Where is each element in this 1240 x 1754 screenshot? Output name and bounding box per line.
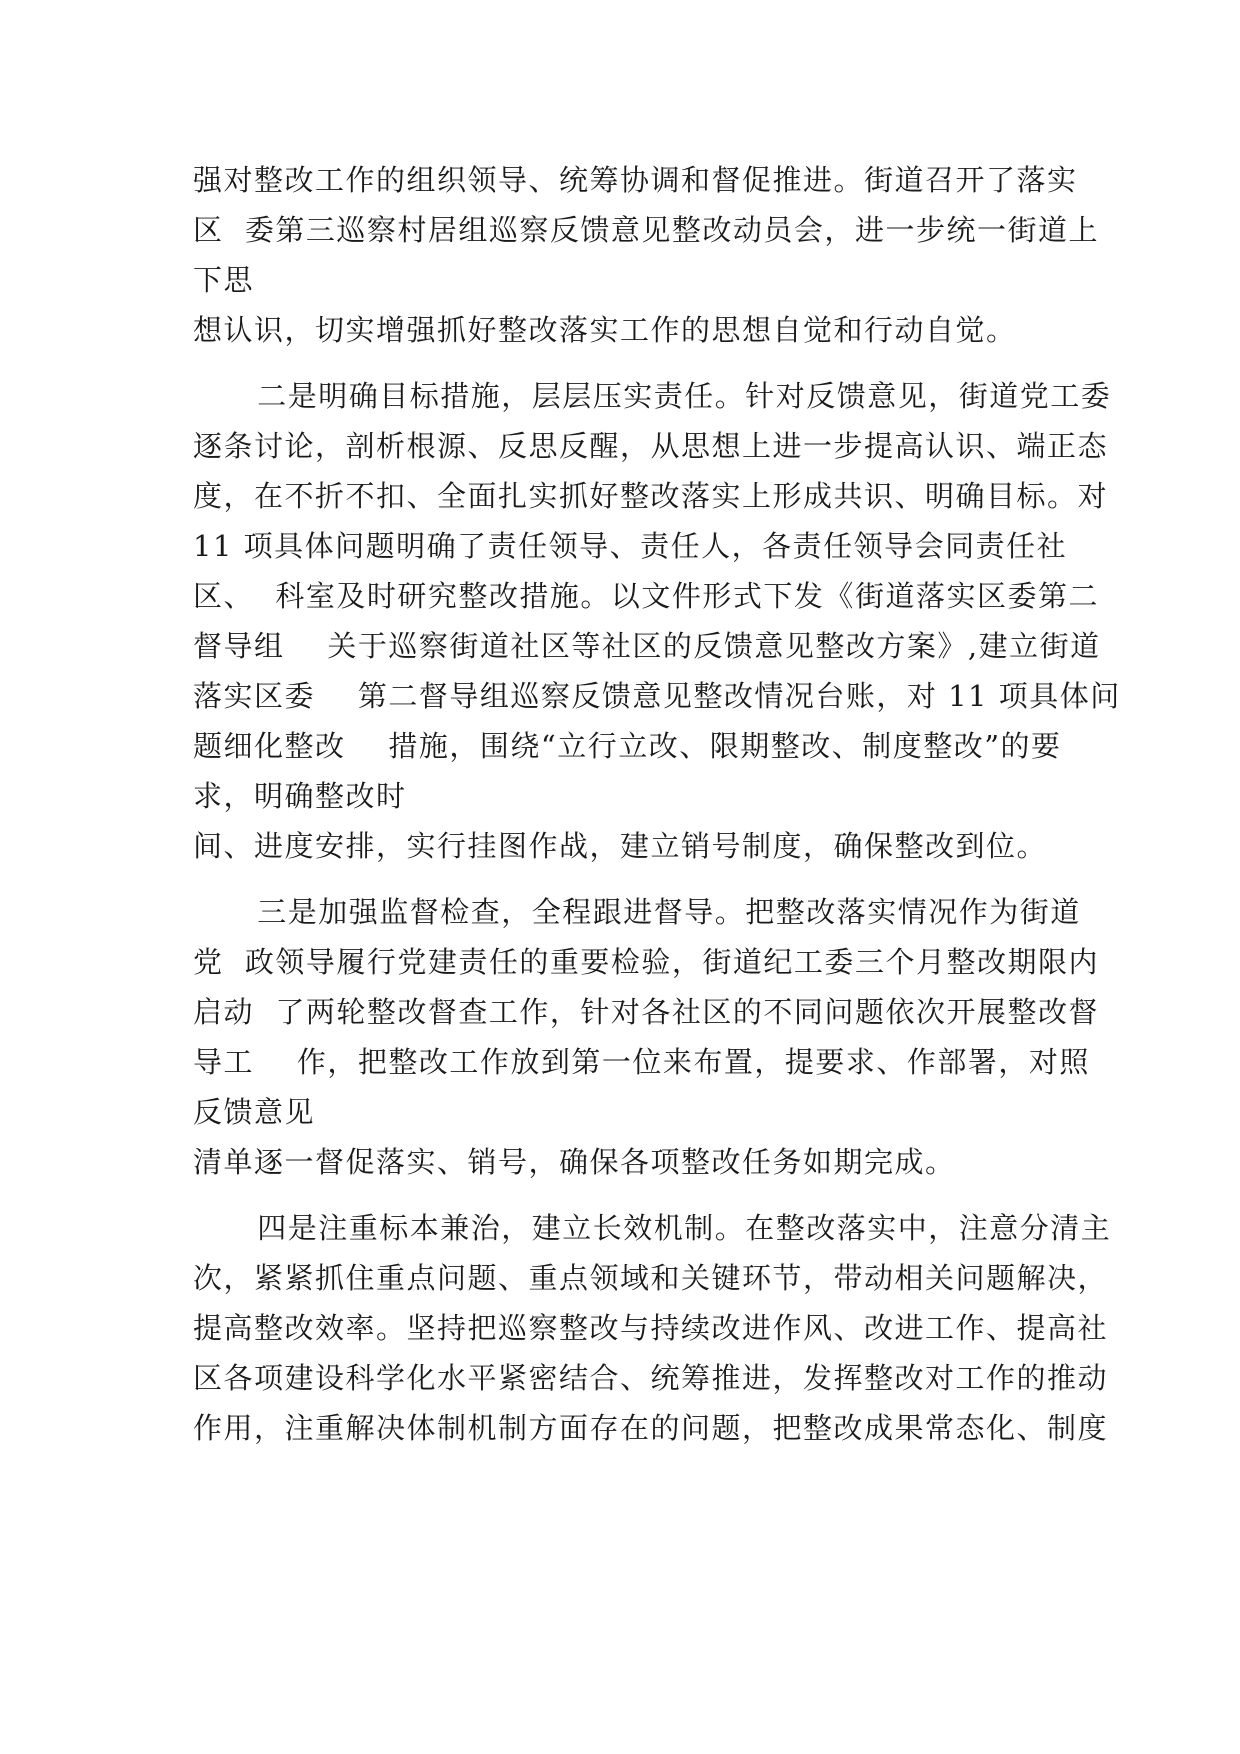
text-line: 度，在不折不扣、全面扎实抓好整改落实上形成共识、明确目标。对 <box>193 479 1109 513</box>
text-line: 区各项建设科学化水平紧密结合、统筹推进，发挥整改对工作的推动 <box>193 1361 1109 1395</box>
text-line: 想认识，切实增强抓好整改落实工作的思想自觉和行动自觉。 <box>193 313 1017 347</box>
text-line: 启动 了两轮整改督查工作，针对各社区的不同问题依次开展整改督 <box>193 995 1099 1029</box>
text-line: 提高整改效率。坚持把巡察整改与持续改进作风、改进工作、提高社 <box>193 1311 1109 1345</box>
text-line: 清单逐一督促落实、销号，确保各项整改任务如期完成。 <box>193 1145 956 1179</box>
paragraph-gap <box>193 355 1073 371</box>
text-line: 题细化整改 措施，围绕“立行立改、限期整改、制度整改”的要 <box>193 729 1062 763</box>
text-line: 三是加强监督检查，全程跟进督导。把整改落实情况作为街道 <box>193 895 1081 929</box>
text-line: 区、 科室及时研究整改措施。以文件形式下发《街道落实区委第二 <box>193 579 1099 613</box>
text-line: 反馈意见 <box>193 1095 316 1129</box>
body-text <box>193 155 1121 1453</box>
paragraph-gap <box>193 871 1073 887</box>
text-line: 导工 作，把整改工作放到第一位来布置，提要求、作部署，对照 <box>193 1045 1090 1079</box>
paragraph-gap <box>193 1187 1073 1203</box>
text-line: 下思 <box>193 263 255 297</box>
text-line: 强对整改工作的组织领导、统筹协调和督促推进。街道召开了落实 <box>193 163 1078 197</box>
text-line: 督导组 关于巡察街道社区等社区的反馈意见整改方案》,建立街道 <box>193 629 1101 663</box>
text-line: 二是明确目标措施，层层压实责任。针对反馈意见，街道党工委 <box>193 379 1112 413</box>
text-line: 落实区委 第二督导组巡察反馈意见整改情况台账，对 11 项具体问 <box>193 679 1121 713</box>
text-line: 四是注重标本兼治，建立长效机制。在整改落实中，注意分清主 <box>193 1211 1112 1245</box>
text-line: 区 委第三巡察村居组巡察反馈意见整改动员会，进一步统一街道上 <box>193 213 1099 247</box>
text-line: 求，明确整改时 <box>193 779 407 813</box>
text-line: 间、进度安排，实行挂图作战，建立销号制度，确保整改到位。 <box>193 829 1048 863</box>
text-line: 作用，注重解决体制机制方面存在的问题，把整改成果常态化、制度 <box>193 1411 1109 1445</box>
text-line: 次，紧紧抓住重点问题、重点领域和关键环节，带动相关问题解决， <box>193 1261 1109 1295</box>
text-line: 党 政领导履行党建责任的重要检验，街道纪工委三个月整改期限内 <box>193 945 1099 979</box>
text-line: 逐条讨论，剖析根源、反思反醒，从思想上进一步提高认识、端正态 <box>193 429 1109 463</box>
text-line: 11 项具体问题明确了责任领导、责任人，各责任领导会同责任社 <box>193 529 1068 563</box>
